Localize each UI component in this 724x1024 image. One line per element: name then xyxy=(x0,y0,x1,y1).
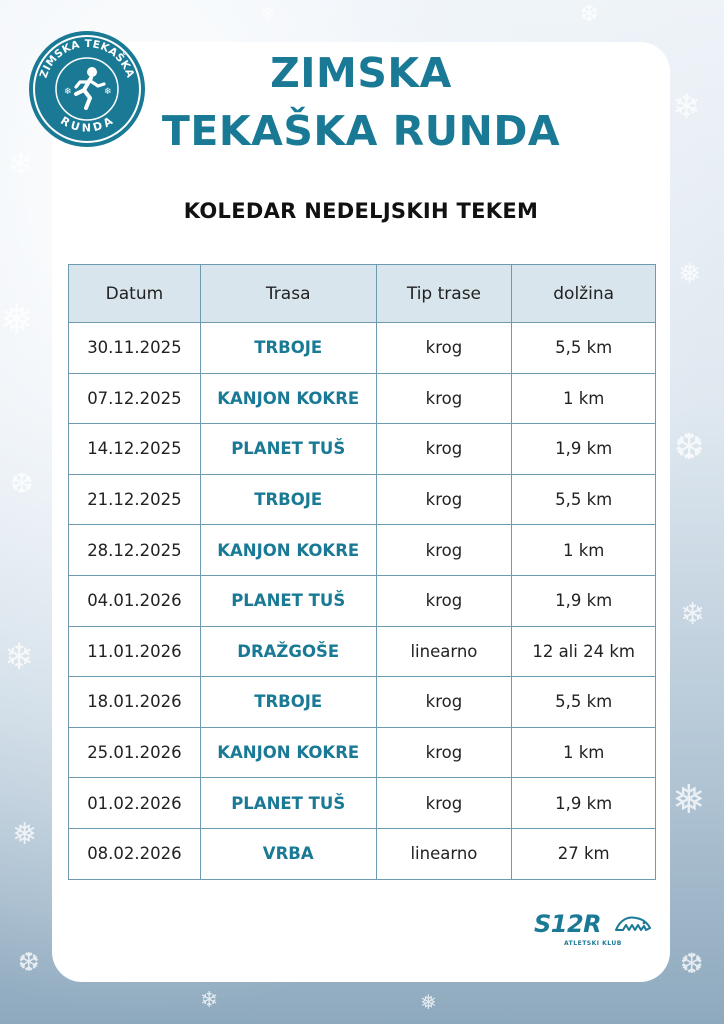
table-row xyxy=(69,424,656,475)
row-route-type: krog xyxy=(376,677,512,728)
club-subtitle: ATLETSKI KLUB xyxy=(564,940,622,947)
table-row xyxy=(69,323,656,374)
row-route-type: krog xyxy=(376,525,512,576)
header-route: Trasa xyxy=(200,265,376,323)
row-date: 21.12.2025 xyxy=(69,474,201,525)
row-route-type: krog xyxy=(376,727,512,778)
row-date: 08.02.2026 xyxy=(69,828,201,879)
row-route: VRBA xyxy=(200,828,376,879)
club-brand-logo xyxy=(534,910,654,956)
table-row xyxy=(69,474,656,525)
row-length: 5,5 km xyxy=(512,474,656,525)
row-route-type: linearno xyxy=(376,828,512,879)
row-length: 12 ali 24 km xyxy=(512,626,656,677)
table-row xyxy=(69,677,656,728)
row-length: 5,5 km xyxy=(512,677,656,728)
row-route-type: linearno xyxy=(376,626,512,677)
header-length: dolžina xyxy=(512,265,656,323)
header-route-type: Tip trase xyxy=(376,265,512,323)
race-schedule-table xyxy=(68,264,656,880)
title-line-2: TEKAŠKA RUNDA xyxy=(161,107,561,155)
row-date: 11.01.2026 xyxy=(69,626,201,677)
table-row xyxy=(69,727,656,778)
row-route: TRBOJE xyxy=(200,323,376,374)
table-header-row xyxy=(69,265,656,323)
table-row xyxy=(69,525,656,576)
logo-arc-top: ZIMSKA TEKAŠKA xyxy=(37,37,137,80)
snowflake-icon: ❄ xyxy=(64,87,72,97)
table-row xyxy=(69,373,656,424)
header-date: Datum xyxy=(69,265,201,323)
animal-mascot-icon xyxy=(614,912,652,938)
row-route-type: krog xyxy=(376,373,512,424)
row-date: 30.11.2025 xyxy=(69,323,201,374)
table-row xyxy=(69,778,656,829)
row-route: KANJON KOKRE xyxy=(200,525,376,576)
row-route: KANJON KOKRE xyxy=(200,373,376,424)
row-route: PLANET TUŠ xyxy=(200,575,376,626)
row-length: 1,9 km xyxy=(512,778,656,829)
row-length: 1 km xyxy=(512,373,656,424)
schedule-subtitle: KOLEDAR NEDELJSKIH TEKEM xyxy=(183,199,539,223)
page-title xyxy=(52,44,670,160)
row-date: 07.12.2025 xyxy=(69,373,201,424)
row-date: 25.01.2026 xyxy=(69,727,201,778)
logo-arc-bottom: RUNDA xyxy=(58,113,116,135)
row-route: KANJON KOKRE xyxy=(200,727,376,778)
row-route-type: krog xyxy=(376,474,512,525)
table-row xyxy=(69,626,656,677)
row-date: 18.01.2026 xyxy=(69,677,201,728)
snowflake-icon: ❄ xyxy=(104,87,112,97)
row-route: TRBOJE xyxy=(200,677,376,728)
title-line-1: ZIMSKA xyxy=(270,49,452,97)
row-date: 14.12.2025 xyxy=(69,424,201,475)
row-length: 1 km xyxy=(512,525,656,576)
row-length: 1,9 km xyxy=(512,575,656,626)
row-route: DRAŽGOŠE xyxy=(200,626,376,677)
row-length: 5,5 km xyxy=(512,323,656,374)
table-row xyxy=(69,828,656,879)
row-route-type: krog xyxy=(376,575,512,626)
row-date: 28.12.2025 xyxy=(69,525,201,576)
row-length: 1 km xyxy=(512,727,656,778)
row-route-type: krog xyxy=(376,424,512,475)
club-name: S12R xyxy=(534,910,602,938)
row-route: PLANET TUŠ xyxy=(200,424,376,475)
row-route: TRBOJE xyxy=(200,474,376,525)
row-route-type: krog xyxy=(376,323,512,374)
row-length: 1,9 km xyxy=(512,424,656,475)
row-route: PLANET TUŠ xyxy=(200,778,376,829)
row-date: 01.02.2026 xyxy=(69,778,201,829)
row-length: 27 km xyxy=(512,828,656,879)
table-row xyxy=(69,575,656,626)
row-route-type: krog xyxy=(376,778,512,829)
row-date: 04.01.2026 xyxy=(69,575,201,626)
